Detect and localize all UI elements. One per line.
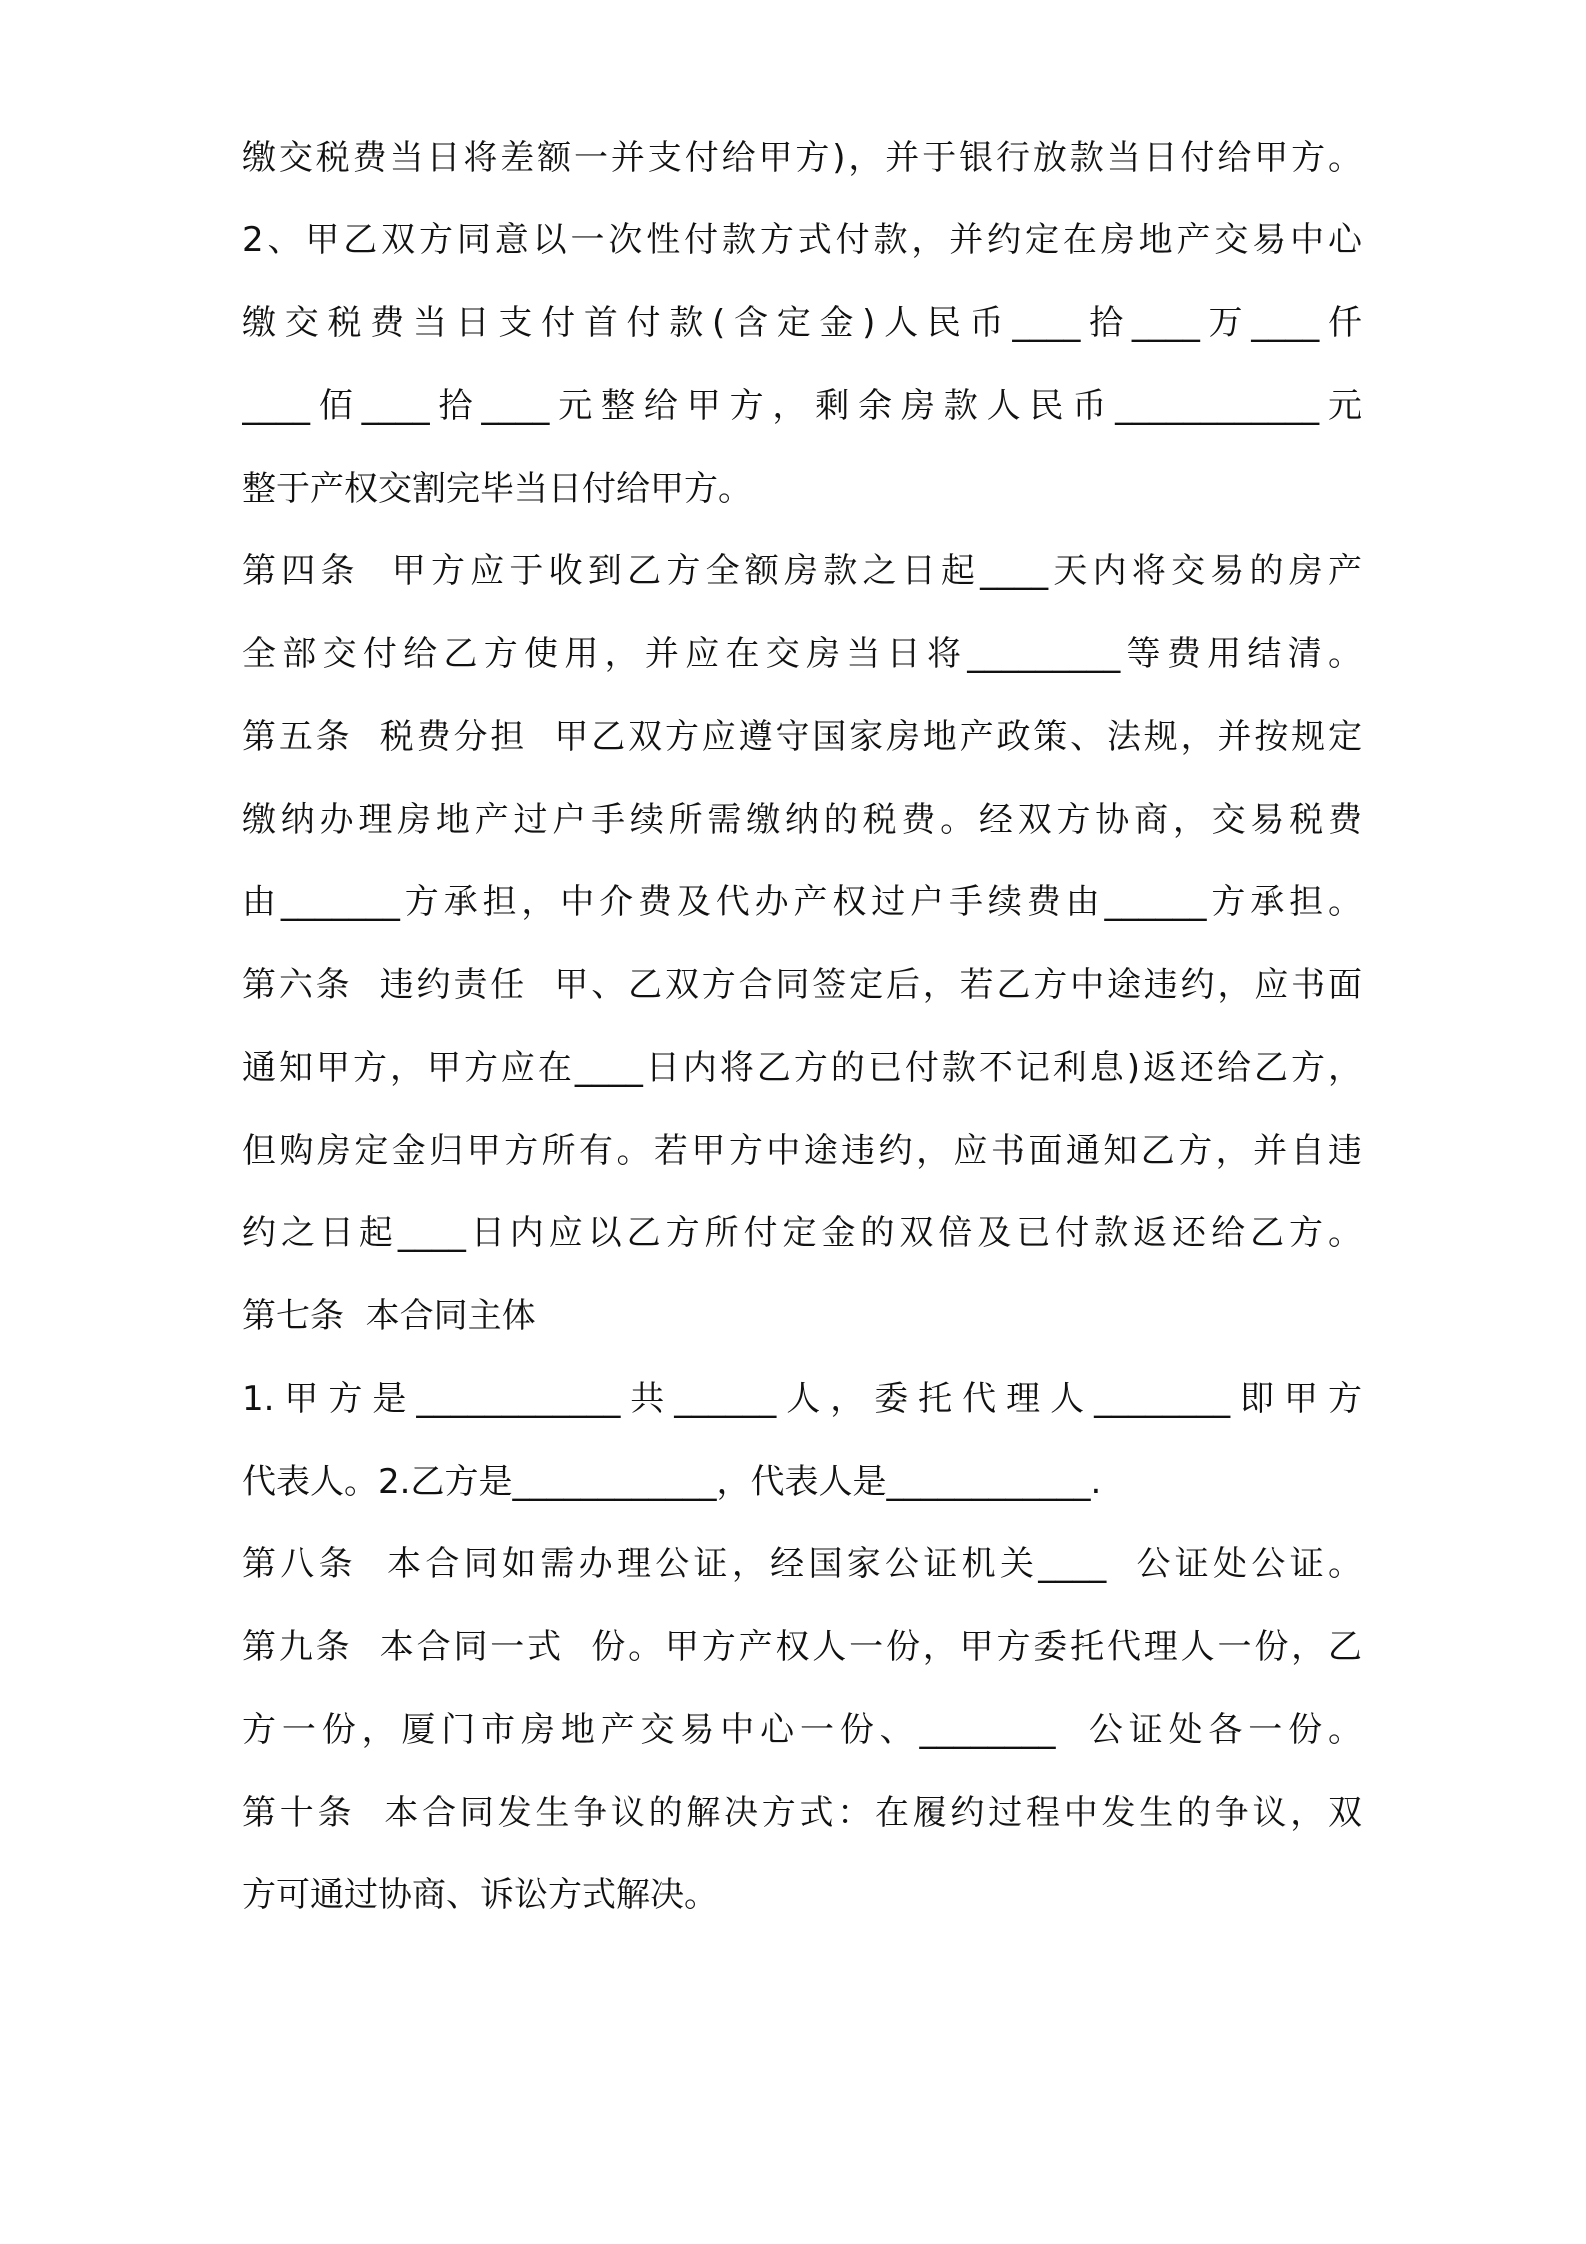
text-line: 第八条 本合同如需办理公证，经国家公证机关____ 公证处公证。 xyxy=(242,1544,1362,1584)
text-line: 但购房定金归甲方所有。若甲方中途违约，应书面通知乙方，并自违 xyxy=(242,1131,1362,1171)
text-line: 缴交税费当日支付首付款(含定金)人民币____拾____万____仟 xyxy=(242,303,1362,343)
text-line: 第九条 本合同一式 份。甲方产权人一份，甲方委托代理人一份，乙 xyxy=(242,1627,1362,1667)
text-line: 全部交付给乙方使用，并应在交房当日将_________等费用结清。 xyxy=(242,634,1362,674)
text-line: 缴交税费当日将差额一并支付给甲方)，并于银行放款当日付给甲方。 xyxy=(242,138,1362,178)
text-line: 第十条 本合同发生争议的解决方式：在履约过程中发生的争议，双 xyxy=(242,1793,1362,1833)
text-line: 通知甲方，甲方应在____日内将乙方的已付款不记利息)返还给乙方， xyxy=(242,1048,1362,1088)
text-line: 方一份，厦门市房地产交易中心一份、________ 公证处各一份。 xyxy=(242,1710,1362,1750)
text-line: 整于产权交割完毕当日付给甲方。 xyxy=(242,469,752,509)
text-line: 第七条 本合同主体 xyxy=(242,1296,536,1336)
text-line: 第四条 甲方应于收到乙方全额房款之日起____天内将交易的房产 xyxy=(242,551,1362,591)
text-line: 第五条 税费分担 甲乙双方应遵守国家房地产政策、法规，并按规定 xyxy=(242,717,1362,757)
text-line: 1.甲方是____________共______人，委托代理人________即甲方 xyxy=(242,1379,1362,1419)
text-line: 方可通过协商、诉讼方式解决。 xyxy=(242,1875,718,1915)
text-line: 第六条 违约责任 甲、乙双方合同签定后，若乙方中途违约，应书面 xyxy=(242,965,1362,1005)
text-line: 约之日起____日内应以乙方所付定金的双倍及已付款返还给乙方。 xyxy=(242,1213,1362,1253)
text-line: ____佰____拾____元整给甲方，剩余房款人民币____________元 xyxy=(242,386,1362,426)
text-line: 代表人。2.乙方是____________，代表人是____________. xyxy=(242,1462,1102,1502)
text-line: 2、甲乙双方同意以一次性付款方式付款，并约定在房地产交易中心 xyxy=(242,220,1362,260)
text-line: 缴纳办理房地产过户手续所需缴纳的税费。经双方协商，交易税费 xyxy=(242,800,1362,840)
contract-text xyxy=(242,0,1362,2244)
text-line: 由_______方承担，中介费及代办产权过户手续费由______方承担。 xyxy=(242,882,1362,922)
